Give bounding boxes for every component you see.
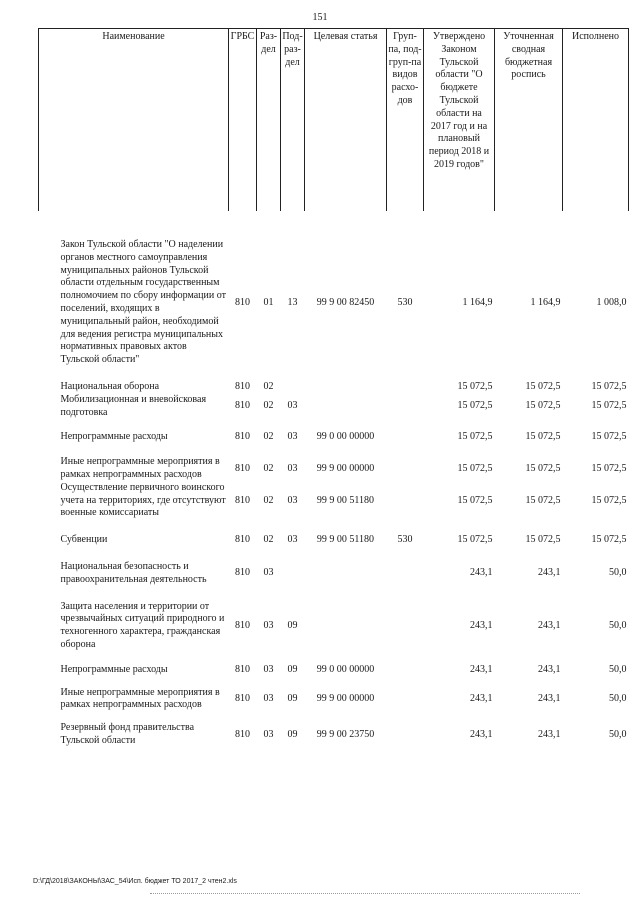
cell-podrazdel: 09	[287, 663, 298, 675]
cell-group	[387, 561, 424, 587]
cell-name: Закон Тульской области "О наделении органов местного самоуправления муниципальных районов Тульской области отдельным государственным полномочием по сбору информации от поселений, входящих в муниципальный район, необходимой для ведения регистра муниципальных нормативных правовых актов Тульской области"	[60, 239, 226, 366]
row-spacer-cell	[39, 547, 629, 561]
cell-name: Иные непрограммные мероприятия в рамках непрограммных расходов	[60, 686, 220, 711]
header-approved: Утверждено Законом Тульской области "О бюджете Тульской области на 2017 год и на плановый период 2018 и 2019 годов"	[424, 29, 495, 212]
cell-executed: 15 072,5	[591, 380, 627, 392]
row-spacer-cell	[39, 587, 629, 601]
row-spacer	[39, 677, 629, 687]
cell-podrazdel: 13	[287, 296, 298, 308]
cell-razdel: 03	[263, 663, 274, 675]
header-name: Наименование	[39, 29, 229, 212]
cell-razdel: 03	[263, 619, 274, 631]
cell-executed: 50,0	[609, 663, 627, 675]
cell-grbs: 810	[235, 663, 250, 675]
cell-target	[305, 394, 387, 420]
header-podrazdel: Под-раз-дел	[281, 29, 305, 212]
cell-grbs: 810	[235, 534, 250, 546]
cell-approved: 1 164,9	[462, 296, 493, 308]
cell-grbs: 810	[235, 400, 250, 412]
cell-name: Непрограммные расходы	[60, 431, 168, 443]
cell-grbs: 810	[235, 567, 250, 579]
cell-group	[387, 394, 424, 420]
cell-refined: 15 072,5	[525, 534, 561, 546]
cell-executed: 15 072,5	[591, 494, 627, 506]
table-body	[39, 211, 629, 748]
cell-name: Мобилизационная и вневойсковая подготовка	[60, 393, 207, 418]
row-spacer	[39, 444, 629, 456]
cell-approved: 15 072,5	[457, 462, 493, 474]
cell-podrazdel: 09	[287, 728, 298, 740]
cell-razdel: 02	[263, 494, 274, 506]
cell-name: Осуществление первичного воинского учета на территориях, где отсутствуют военные комиссариаты	[60, 481, 226, 519]
cell-target	[305, 561, 387, 587]
row-spacer	[39, 419, 629, 431]
cell-executed: 15 072,5	[591, 400, 627, 412]
cell-refined: 243,1	[538, 619, 561, 631]
cell-group	[387, 456, 424, 482]
row-spacer-cell	[39, 211, 629, 239]
row-spacer	[39, 712, 629, 722]
cell-podrazdel: 03	[287, 462, 298, 474]
row-spacer-cell	[39, 712, 629, 722]
header-row	[39, 29, 629, 212]
cell-refined: 1 164,9	[530, 296, 561, 308]
cell-refined: 15 072,5	[525, 400, 561, 412]
row-spacer	[39, 211, 629, 239]
cell-executed: 15 072,5	[591, 534, 627, 546]
cell-name: Национальная оборона	[60, 380, 160, 392]
row-spacer-cell	[39, 444, 629, 456]
cell-group	[387, 687, 424, 713]
cell-grbs: 810	[235, 619, 250, 631]
cell-executed: 50,0	[609, 619, 627, 631]
table-row	[39, 561, 629, 587]
cell-podrazdel: 09	[287, 619, 298, 631]
cell-podrazdel: 03	[287, 534, 298, 546]
cell-name: Резервный фонд правительства Тульской области	[60, 722, 195, 746]
cell-refined: 15 072,5	[525, 431, 561, 443]
cell-approved: 243,1	[470, 567, 493, 579]
cell-grbs: 810	[235, 431, 250, 443]
cell-approved: 15 072,5	[457, 431, 493, 443]
cell-refined: 15 072,5	[525, 494, 561, 506]
cell-group	[387, 664, 424, 677]
cell-target: 99 0 00 00000	[316, 663, 375, 675]
cell-target	[305, 381, 387, 394]
row-spacer	[39, 520, 629, 534]
row-spacer-cell	[39, 652, 629, 664]
cell-razdel: 03	[263, 567, 274, 579]
table-row	[39, 456, 629, 482]
cell-grbs: 810	[235, 462, 250, 474]
row-spacer-cell	[39, 677, 629, 687]
header-grbs: ГРБС	[229, 29, 257, 212]
row-spacer-cell	[39, 419, 629, 431]
cell-name: Субвенции	[60, 534, 108, 546]
row-spacer	[39, 652, 629, 664]
cell-executed: 1 008,0	[596, 296, 627, 308]
cell-razdel: 02	[263, 380, 274, 392]
cell-grbs: 810	[235, 728, 250, 740]
cell-approved: 15 072,5	[457, 534, 493, 546]
cell-group	[387, 722, 424, 748]
header-target: Целевая статья	[305, 29, 387, 212]
cell-executed: 50,0	[609, 567, 627, 579]
row-spacer-cell	[39, 520, 629, 534]
cell-target: 99 9 00 51180	[316, 494, 375, 506]
cell-target: 99 9 00 00000	[316, 462, 375, 474]
table-row	[39, 601, 629, 652]
cell-razdel: 03	[263, 692, 274, 704]
cell-target: 99 9 00 00000	[316, 692, 375, 704]
cell-grbs: 810	[235, 494, 250, 506]
cell-approved: 243,1	[470, 663, 493, 675]
table-row	[39, 394, 629, 420]
footer-divider	[150, 893, 580, 894]
cell-razdel: 03	[263, 728, 274, 740]
cell-razdel: 01	[263, 296, 274, 308]
cell-group: 530	[397, 534, 413, 546]
cell-name: Защита населения и территории от чрезвычайных ситуаций природного и техногенного характера, гражданская оборона	[60, 600, 225, 650]
row-spacer	[39, 367, 629, 381]
cell-grbs: 810	[235, 692, 250, 704]
cell-group	[387, 482, 424, 520]
cell-approved: 15 072,5	[457, 400, 493, 412]
budget-table	[38, 28, 629, 748]
cell-group	[387, 601, 424, 652]
cell-razdel: 02	[263, 400, 274, 412]
cell-executed: 15 072,5	[591, 431, 627, 443]
cell-approved: 243,1	[470, 619, 493, 631]
header-executed: Исполнено	[563, 29, 629, 212]
header-razdel: Раз-дел	[257, 29, 281, 212]
cell-podrazdel: 03	[287, 400, 298, 412]
cell-target: 99 9 00 82450	[316, 296, 375, 308]
cell-target: 99 9 00 23750	[316, 728, 375, 740]
cell-podrazdel	[281, 381, 305, 394]
cell-group: 530	[397, 296, 413, 308]
cell-refined: 243,1	[538, 567, 561, 579]
cell-name: Непрограммные расходы	[60, 663, 168, 675]
cell-name: Национальная безопасность и правоохранительная деятельность	[60, 560, 207, 585]
cell-group	[387, 381, 424, 394]
row-spacer	[39, 547, 629, 561]
cell-approved: 243,1	[470, 692, 493, 704]
table-row	[39, 534, 629, 547]
table-row	[39, 431, 629, 444]
cell-podrazdel: 03	[287, 431, 298, 443]
cell-refined: 243,1	[538, 692, 561, 704]
cell-target: 99 9 00 51180	[316, 534, 375, 546]
cell-group	[387, 431, 424, 444]
cell-podrazdel	[281, 561, 305, 587]
cell-razdel: 02	[263, 534, 274, 546]
header-group: Груп-па, под-груп-па видов расхо-дов	[387, 29, 424, 212]
cell-target: 99 0 00 00000	[316, 431, 375, 443]
cell-grbs: 810	[235, 296, 250, 308]
table-row	[39, 381, 629, 394]
cell-refined: 15 072,5	[525, 462, 561, 474]
table-row	[39, 722, 629, 748]
footer-file-path: D:\ГД\2018\ЗАКОНЫ\ЗАС_54\Исп. бюджет ТО 2017_2 чтен2.xls	[33, 878, 237, 885]
cell-approved: 15 072,5	[457, 380, 493, 392]
cell-podrazdel: 09	[287, 692, 298, 704]
table-row	[39, 664, 629, 677]
cell-podrazdel: 03	[287, 494, 298, 506]
table-row	[39, 239, 629, 367]
row-spacer	[39, 587, 629, 601]
cell-executed: 50,0	[609, 692, 627, 704]
cell-executed: 50,0	[609, 728, 627, 740]
cell-approved: 15 072,5	[457, 494, 493, 506]
cell-approved: 243,1	[470, 728, 493, 740]
cell-razdel: 02	[263, 431, 274, 443]
table-row	[39, 482, 629, 520]
page-number: 151	[312, 12, 328, 23]
cell-name: Иные непрограммные мероприятия в рамках непрограммных расходов	[60, 456, 220, 480]
cell-razdel: 02	[263, 462, 274, 474]
cell-refined: 243,1	[538, 728, 561, 740]
cell-refined: 243,1	[538, 663, 561, 675]
row-spacer-cell	[39, 367, 629, 381]
header-refined: Уточненная сводная бюджетная роспись	[495, 29, 563, 212]
cell-grbs: 810	[235, 380, 250, 392]
cell-executed: 15 072,5	[591, 462, 627, 474]
table-row	[39, 687, 629, 713]
cell-refined: 15 072,5	[525, 380, 561, 392]
cell-target	[305, 601, 387, 652]
